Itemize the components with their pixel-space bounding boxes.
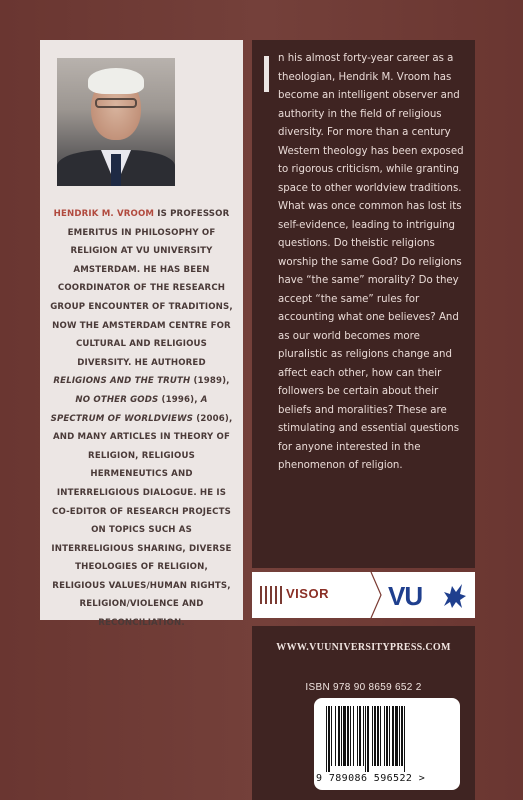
author-photo <box>57 58 175 186</box>
book-title-1: RELIGIONS AND THE TRUTH <box>53 376 191 387</box>
author-name: HENDRIK M. VROOM <box>53 209 155 219</box>
author-bio-text <box>50 205 233 633</box>
description-text: n his almost forty-year career as a theologian, Hendrik M. Vroom has become an intelligent observer and authority in the field of religious diversity. For more than a century Western theology has been exposed to rigorous criticism, while granting space to other worldview traditions. What was once common has lost its self-evidence, leading to intriguing questions. Do theistic religions worship the same God? Do religions have “the same” morality? Do they accept “the same” rules for accounting what one believes? And as our world becomes more pluralistic as religions change and affect each other, how can their followers be certain about their beliefs and moralities? These are stimulating and essential questions for anyone interested in the phenomenon of religion. <box>278 53 464 471</box>
vu-logo: VU <box>388 581 423 611</box>
isbn-label: ISBN 978 90 8659 652 2 <box>305 682 422 693</box>
book-title-2: NO OTHER GODS <box>75 394 159 405</box>
publisher-website: WWW.VUUNIVERSITYPRESS.COM <box>276 642 451 653</box>
author-bio-panel <box>40 40 243 629</box>
bio-part-4: (2006), AND MANY ARTICLES IN THEORY OF RELIGION, RELIGIOUS HERMENEUTICS AND INTERRELIGIOUS DIALOGUE. HE IS CO-EDITOR OF RESEARCH PROJECTS ON TOPICS SUCH AS INTERRELIGIOUS SHARING, DIVERSE THEOLOGIES OF RELIGION, RELIGIOUS VALUES/HUMAN RIGHTS, RELIGION/VIOLENCE AND RECONCILIATION. <box>51 413 233 629</box>
barcode-bars <box>324 706 450 772</box>
publisher-info-panel <box>252 626 475 800</box>
barcode <box>314 698 460 790</box>
bio-part-1: IS PROFESSOR EMERITUS IN PHILOSOPHY OF RELIGION AT VU UNIVERSITY AMSTERDAM. HE HAS BEEN COORDINATOR OF THE RESEARCH GROUP ENCOUNTER OF TRADITIONS, NOW THE AMSTERDAM CENTRE FOR CULTURAL AND RELIGIOUS DIVERSITY. HE AUTHORED <box>50 209 233 368</box>
bio-part-3: (1996), <box>158 394 201 405</box>
drop-cap-i <box>264 56 269 92</box>
visor-logo: VISOR <box>286 586 329 601</box>
chevron-divider-icon <box>370 572 382 618</box>
book-title-3: A SPECTRUM OF WORLDVIEWS <box>50 394 208 424</box>
publisher-logo-strip <box>252 572 475 618</box>
barcode-digits: 9 789086 596522 > <box>316 773 426 784</box>
griffin-icon <box>440 580 468 610</box>
description-panel <box>252 40 475 568</box>
bio-part-2: (1989), <box>190 376 230 387</box>
